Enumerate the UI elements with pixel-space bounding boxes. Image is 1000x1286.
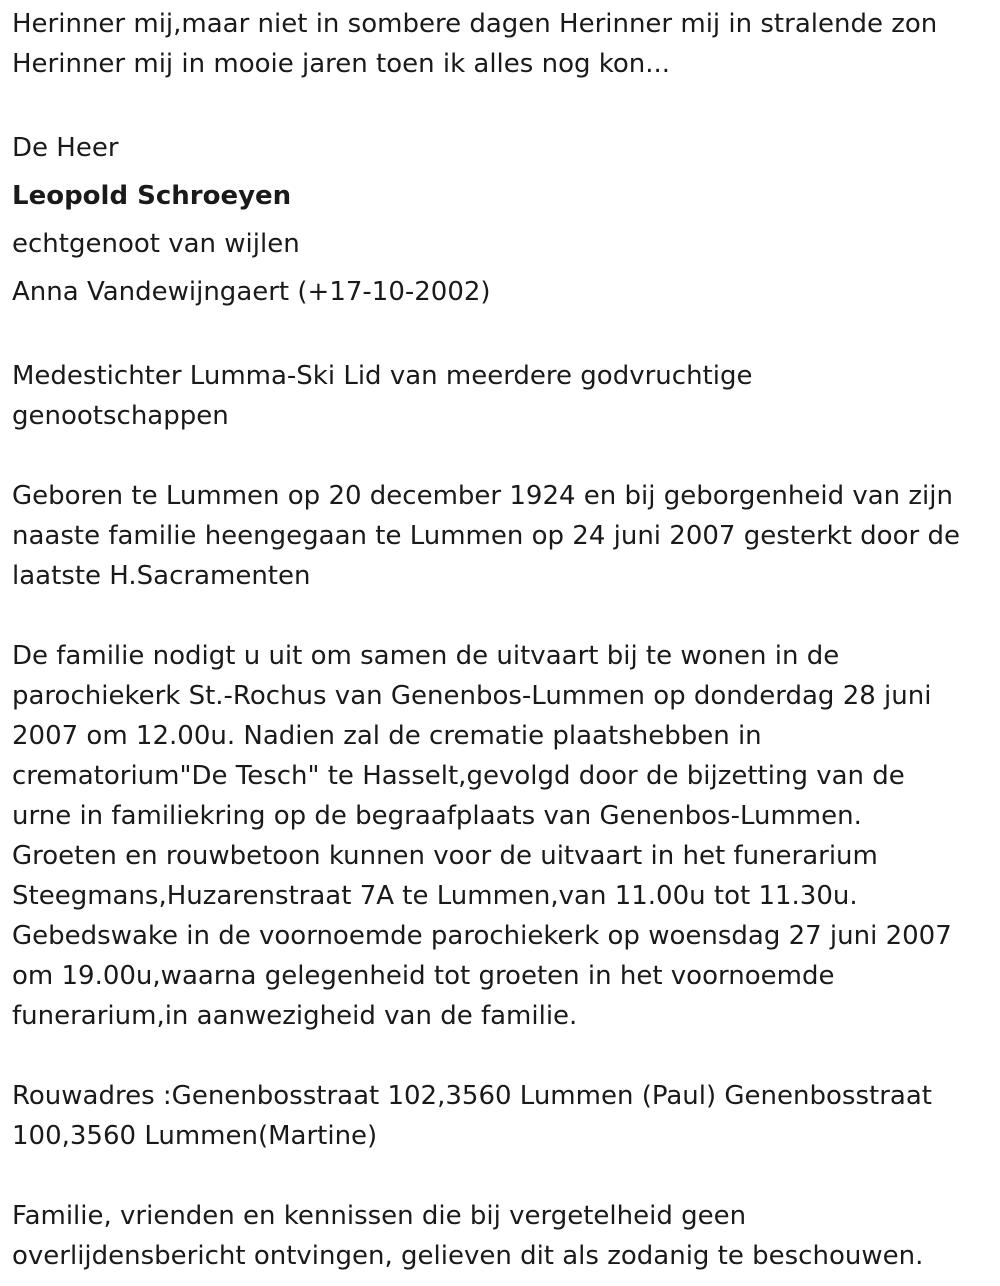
- poem-line: Herinner mij in mooie jaren toen ik alles nog kon...: [12, 49, 671, 79]
- funeral-line: om 19.00u,waarna gelegenheid tot groeten in het voornoemde: [12, 961, 835, 991]
- funeral-line: Steegmans,Huzarenstraat 7A te Lummen,van 11.00u tot 11.30u.: [12, 881, 858, 911]
- birth-death-block: [12, 476, 988, 596]
- funeral-line: urne in familiekring op de begraafplaats van Genenbos-Lummen.: [12, 801, 862, 831]
- closing-line: overlijdensbericht ontvingen, gelieven dit als zodanig te beschouwen.: [12, 1241, 924, 1271]
- affiliation-block: [12, 356, 988, 436]
- funeral-line: funerarium,in aanwezigheid van de familie.: [12, 1001, 578, 1031]
- affiliation-line: Medestichter Lumma-Ski Lid van meerdere godvruchtige: [12, 361, 753, 391]
- spacer: [12, 84, 988, 124]
- spacer: [12, 1156, 988, 1196]
- poem-block: [12, 4, 988, 84]
- affiliation-line: genootschappen: [12, 401, 229, 431]
- birth-death-line: naaste familie heengegaan te Lummen op 24 juni 2007 gesterkt door de: [12, 521, 960, 551]
- poem-line: Herinner mij,maar niet in sombere dagen Herinner mij in stralende zon: [12, 9, 938, 39]
- spacer: [12, 596, 988, 636]
- relation-text: echtgenoot van wijlen: [12, 229, 300, 259]
- spouse-name: Anna Vandewijngaert (+17-10-2002): [12, 277, 491, 307]
- address-line: 100,3560 Lummen(Martine): [12, 1121, 378, 1151]
- funeral-line: Gebedswake in de voornoemde parochiekerk op woensdag 27 juni 2007: [12, 921, 952, 951]
- birth-death-line: laatste H.Sacramenten: [12, 561, 311, 591]
- deceased-header: [12, 124, 988, 316]
- funeral-block: [12, 636, 988, 1036]
- funeral-line: 2007 om 12.00u. Nadien zal de crematie plaatshebben in: [12, 721, 762, 751]
- deceased-name: Leopold Schroeyen: [12, 181, 292, 211]
- closing-block: [12, 1196, 988, 1276]
- funeral-line: Groeten en rouwbetoon kunnen voor de uitvaart in het funerarium: [12, 841, 878, 871]
- funeral-line: parochiekerk St.-Rochus van Genenbos-Lummen op donderdag 28 juni: [12, 681, 932, 711]
- address-line: Rouwadres :Genenbosstraat 102,3560 Lummen (Paul) Genenbosstraat: [12, 1081, 932, 1111]
- closing-line: Familie, vrienden en kennissen die bij vergetelheid geen: [12, 1201, 747, 1231]
- honorific: De Heer: [12, 133, 119, 163]
- address-block: [12, 1076, 988, 1156]
- funeral-line: De familie nodigt u uit om samen de uitvaart bij te wonen in de: [12, 641, 840, 671]
- funeral-line: crematorium"De Tesch" te Hasselt,gevolgd door de bijzetting van de: [12, 761, 905, 791]
- birth-death-line: Geboren te Lummen op 20 december 1924 en bij geborgenheid van zijn: [12, 481, 953, 511]
- spacer: [12, 1036, 988, 1076]
- spacer: [12, 436, 988, 476]
- spacer: [12, 316, 988, 356]
